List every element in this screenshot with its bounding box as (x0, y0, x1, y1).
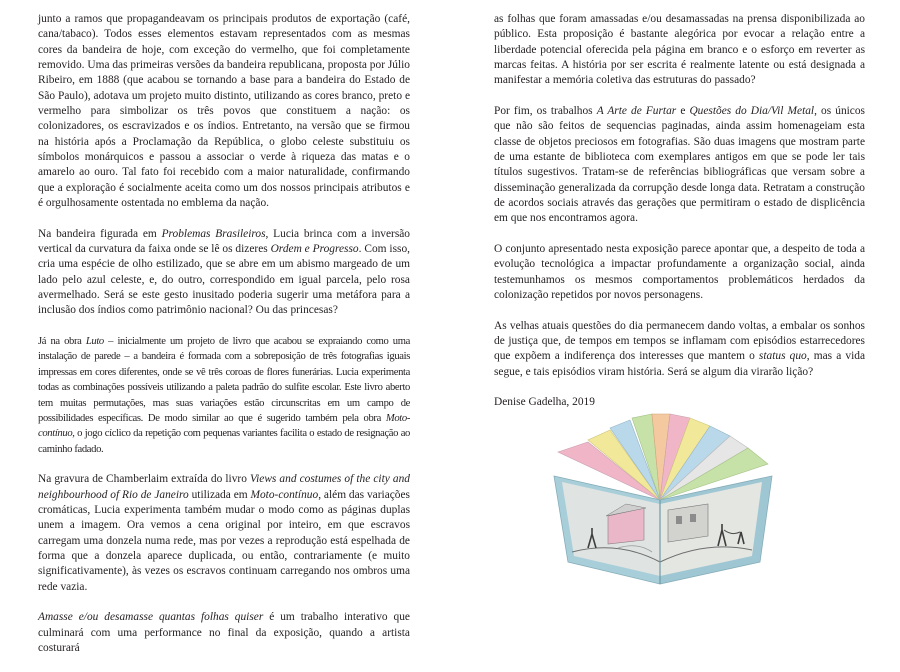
text-run: , mas a vida segue, e tais episódios viram história. Será se algum dia virarão lição? (494, 350, 865, 378)
scene-window (676, 516, 682, 524)
right-paragraph-2 (494, 104, 865, 227)
text-run: Por fim, os trabalhos (494, 105, 597, 118)
text-run: utilizada em (188, 488, 251, 501)
text-run: , o jogo cíclico da repetição com pequenas variantes facilita o estado de resignação ao caminho fadado. (38, 428, 410, 455)
book-title: Views and costumes of the city and neighbourhood of Rio de Janeiro (38, 473, 410, 501)
text-run: , além das variações cromáticas, Lucia experimenta também mudar o modo como as páginas duplas unem a imagem. Ora vemos a cena original por inteiro, em que escravos carregam uma donzela numa rede, mas por vezes a reprodução está espelhada de forma que a donzela aparece duplicada, ou então, contrariamente (e muito significativamente), às vezes os escravos continuam carregando nos ombros uma rede vazia. (38, 488, 410, 593)
text-run: e (676, 105, 690, 118)
artwork-title: Moto-contínuo (38, 412, 410, 440)
artwork-title: Amasse e/ou desamasse quantas folhas quiser (38, 611, 264, 624)
motto-text: Ordem e Progresso (270, 243, 359, 256)
text-run: As velhas atuais questões do dia permanecem dando voltas, a embalar os sonhos de justiça que, de tempos em tempos se inflamam com episódios estarrecedores que expõem a indiferença dos interesses que mantem o (494, 319, 865, 363)
text-run: – inicialmente um projeto de livro que acabou se expraiando como uma instalação de parede – a bandeira é formada com a sobreposição de três fotografias iguais impressas em cores diferentes, onde se vê três coroas de flores funerárias. Lucia experimenta todas as combinações possíveis utilizando a paleta padrão do sulfite escolar. Este livro aberto tem muitas permutações, mas suas variações estão circunscritas em um campo de possibilidades específicas. De modo similar ao que é sugerido também pela obra (38, 336, 410, 424)
artwork-title: Problemas Brasileiros (161, 227, 266, 240)
right-paragraph-3: O conjunto apresentado nesta exposição parece apontar que, a despeito de toda a evolução tecnológica a impactar profundamente a organização social, ainda testemunhamos os mesmos comportamentos problemáticos herdados da colonização repetidos por novos personagens. (494, 243, 865, 302)
text-run: Já na obra (38, 336, 86, 348)
text-run: é um trabalho interativo que culminará com uma performance no final da exposição, quando a artista costurará (38, 611, 410, 654)
text-run: , Lucia brinca com a inversão vertical da curvatura da faixa onde se lê os dizeres (38, 227, 411, 256)
open-book-artwork-image (548, 412, 778, 587)
text-run: Na gravura de Chamberlaim extraída do livro (38, 473, 250, 486)
scene-building (668, 504, 708, 542)
scene-window (690, 514, 696, 522)
right-paragraph-1: as folhas que foram amassadas e/ou desamassadas na prensa disponibilizada ao público. Esta proposição é bastante alegórica por evocar a relação entre a liberdade potencial oferecida pela página em branco e o esforço em reverter as marcas feitas. A história por ser escrita é realmente latente ou está designada a manifestar a memória coletiva das estruturas do passado? (494, 13, 865, 87)
left-paragraph-5 (38, 610, 410, 656)
right-paragraph-4 (494, 319, 865, 380)
left-paragraph-3 (38, 334, 410, 457)
left-paragraph-1: junto a ramos que propagandeavam os principais produtos de exportação (café, cana/tabaco). Todos esses elementos estavam representados com as mesmas cores da bandeira de hoje, com exceção do vermelho, que foi completamente removido. Uma das primeiras versões da bandeira republicana, proposta por Júlio Ribeiro, em 1888 (que acabou se tornando a base para a bandeira do Estado de São Paulo), adotava um projeto muito distinto, utilizando as cores branco, preto e vermelho para simbolizar os três povos que constituem a nação: os colonizadores, os escravizados e os índios. Entretanto, na versão que se firmou na história após a Proclamação da República, o globo celeste substituiu os símbolos monárquicos e passou a associar o verde à riqueza das matas e o amarelo ao ouro. Tal fato foi recebido com a maior naturalidade, confirmando que a exploração é socialmente aceita como um dos nossos principais atributos e é orgulhosamente ostentada no emblema da nação. (38, 13, 410, 210)
artwork-title: A Arte de Furtar (596, 105, 677, 118)
left-paragraph-2 (38, 227, 410, 319)
right-page (494, 12, 865, 426)
text-run: , os únicos que não são feitos de sequencias paginadas, ainda assim homenageiam esta classe de objetos preciosos em fotografias. São duas imagens que mostram parte de uma estante de biblioteca com exemplares antigos em que se pode ler tais títulos sugestivos. Tratam-se de referências bibliográficas que versam sobre a disseminação generalizada da corrupção desde longa data. Retratam a construção de acordos sociais através das gerações que permitiram o estado de displicência em que nos encontramos agora. (494, 105, 865, 225)
artwork-title: Luto (85, 336, 104, 348)
text-run: . Com isso, cria uma espécie de olho estilizado, que se abre em um abismo margeado de um lado pelo azul celeste, e, do outro, correspondido em igual parcela, pelo rosa avermelhado. Será se este gesto inusitado poderia sugerir uma metáfora para a inclusão dos índios como patrimônio nacional? Ou das princesas? (38, 243, 410, 317)
artwork-title: Questões do Dia/Vil Metal (689, 105, 815, 118)
artwork-title: Moto-contínuo (250, 488, 319, 501)
author-signature: Denise Gadelha, 2019 (494, 396, 595, 409)
left-page (38, 12, 410, 672)
left-paragraph-4 (38, 472, 410, 595)
latin-term: status quo (758, 350, 807, 363)
text-run: Na bandeira figurada em (38, 227, 162, 240)
